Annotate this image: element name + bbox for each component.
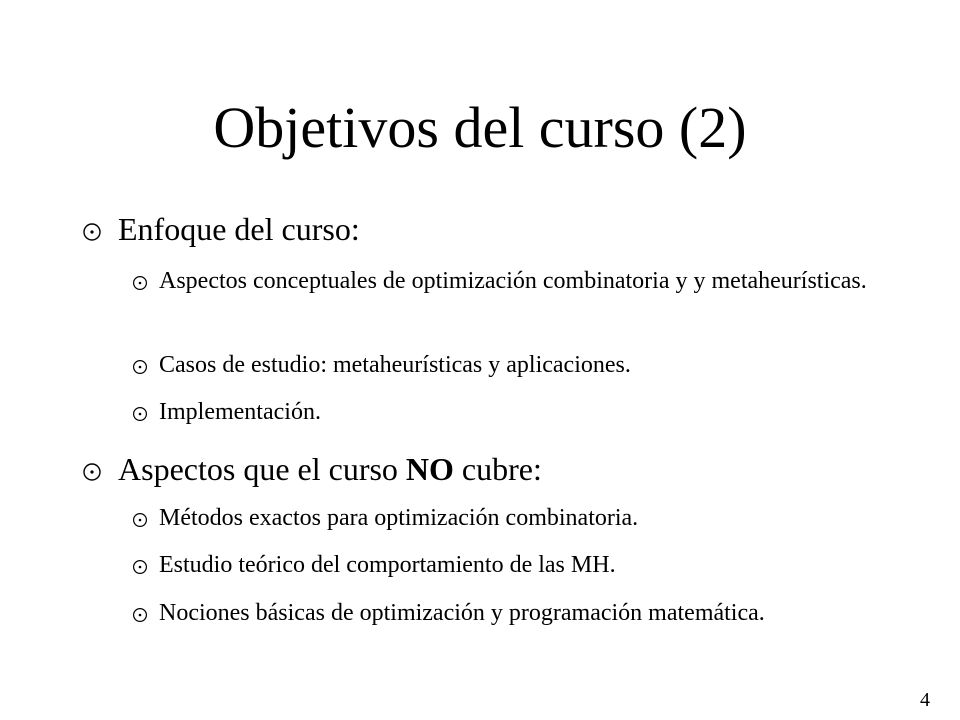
emphasis-text: NO — [405, 451, 454, 487]
list-item — [132, 502, 892, 535]
list-item — [132, 349, 892, 382]
slide-title: Objetivos del curso (2) — [213, 95, 747, 160]
list-item — [132, 396, 892, 429]
list-item-text: Estudio teórico del comportamiento de las MH. — [159, 552, 616, 578]
list-item-text: Casos de estudio: metaheurísticas y aplicaciones. — [159, 352, 631, 378]
list-item-text: Métodos exactos para optimización combinatoria. — [159, 505, 639, 531]
list-item-text: Aspectos conceptuales de optimización combinatoria y y metaheurísticas. — [159, 268, 867, 294]
section-heading-text-after: cubre: — [453, 451, 542, 487]
circled-dot-bullet-icon — [132, 559, 148, 575]
list-item — [132, 265, 892, 298]
circled-dot-bullet-icon — [132, 275, 148, 291]
circled-dot-bullet-icon — [82, 222, 102, 242]
section-heading — [82, 209, 902, 249]
list-item — [132, 597, 832, 630]
page-number: 4 — [920, 689, 930, 711]
section-heading-text: Enfoque del curso: — [118, 211, 360, 247]
section-heading-text — [118, 449, 902, 489]
list-item-text: Implementación. — [159, 399, 321, 425]
circled-dot-bullet-icon — [132, 406, 148, 422]
list-item — [132, 549, 892, 582]
circled-dot-bullet-icon — [132, 359, 148, 375]
section-heading — [82, 449, 902, 489]
section-heading-text-before: Aspectos que el curso — [118, 451, 406, 487]
circled-dot-bullet-icon — [82, 462, 102, 482]
list-item-text: Nociones básicas de optimización y programación matemática. — [159, 600, 765, 626]
circled-dot-bullet-icon — [132, 512, 148, 528]
circled-dot-bullet-icon — [132, 607, 148, 623]
